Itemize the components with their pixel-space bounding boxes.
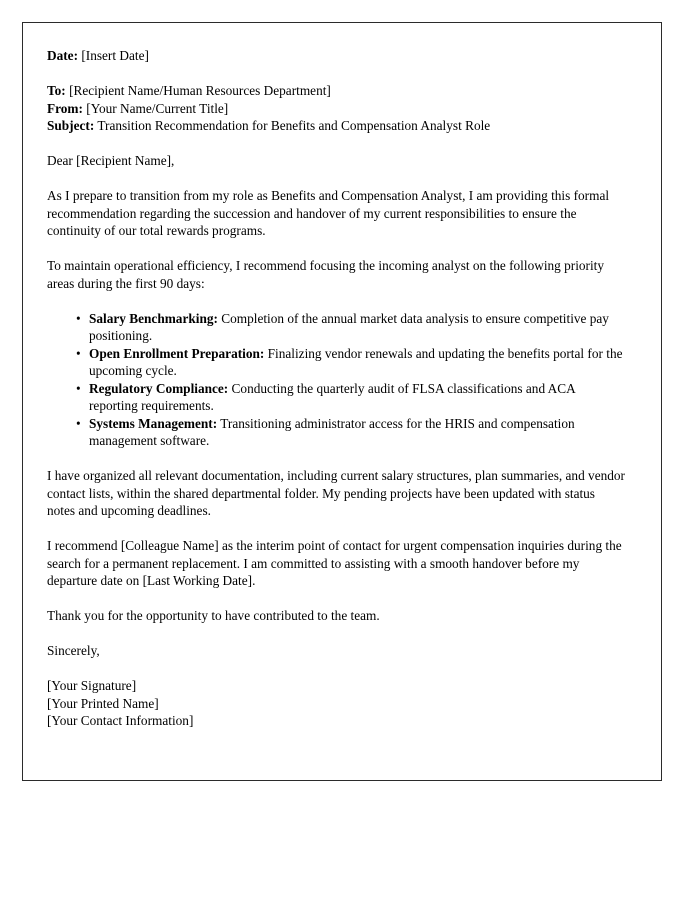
list-item-text: Finalizing vendor renewals and updating the benefits portal for the upcoming cycle. — [89, 345, 626, 378]
signature-placeholder: [Your Signature] — [47, 678, 137, 693]
spacer — [47, 450, 625, 468]
spacer — [47, 240, 625, 258]
to-line — [47, 82, 625, 100]
to-label: To: — [47, 83, 66, 98]
list-item-text: Completion of the annual market data analysis to ensure competitive pay positioning. — [89, 310, 613, 343]
salutation: Dear [Recipient Name], — [47, 153, 175, 168]
sign-off: Sincerely, — [47, 643, 100, 658]
paragraph-intro: As I prepare to transition from my role as Benefits and Compensation Analyst, I am providing this formal recommendation regarding the succession and handover of my current responsibilities to ensure the continuity of our total rewards programs. — [47, 188, 610, 238]
list-item — [89, 415, 625, 450]
letter-body — [23, 23, 661, 730]
subject-label: Subject: — [47, 118, 95, 133]
list-item-text: Transitioning administrator access for the HRIS and compensation management software. — [89, 415, 578, 448]
spacer — [47, 625, 625, 643]
list-item-label: Systems Management: — [89, 415, 218, 431]
list-item-label: Regulatory Compliance: — [89, 380, 229, 396]
spacer — [47, 660, 625, 678]
priority-areas-list — [47, 310, 625, 450]
paragraph-interim-contact: I recommend [Colleague Name] as the interim point of contact for urgent compensation inquiries during the search for a permanent replacement. I am committed to assisting with a smooth handover before my departure date on [Last Working Date]. — [47, 538, 622, 588]
list-item — [89, 345, 625, 380]
signature-block — [47, 677, 625, 730]
subject-line — [47, 117, 625, 135]
from-line — [47, 100, 625, 118]
list-item-label: Open Enrollment Preparation: — [89, 345, 265, 361]
list-item — [89, 310, 625, 345]
contact-information-placeholder: [Your Contact Information] — [47, 713, 194, 728]
date-value: [Insert Date] — [81, 48, 149, 63]
date-label: Date: — [47, 48, 79, 63]
list-item-label: Salary Benchmarking: — [89, 310, 218, 326]
to-value: [Recipient Name/Human Resources Department] — [69, 83, 331, 98]
date-line — [47, 47, 625, 65]
spacer — [47, 135, 625, 153]
printed-name-placeholder: [Your Printed Name] — [47, 695, 159, 711]
subject-value: Transition Recommendation for Benefits and Compensation Analyst Role — [97, 118, 491, 133]
paragraph-priority-intro: To maintain operational efficiency, I recommend focusing the incoming analyst on the following priority areas during the first 90 days: — [47, 258, 605, 291]
spacer — [47, 170, 625, 188]
letter-page — [22, 22, 662, 781]
paragraph-documentation: I have organized all relevant documentation, including current salary structures, plan summaries, and vendor contact lists, within the shared departmental folder. My pending projects have been updated with status notes and upcoming deadlines. — [47, 468, 625, 518]
spacer — [47, 292, 625, 310]
spacer — [47, 590, 625, 608]
paragraph-thanks: Thank you for the opportunity to have contributed to the team. — [47, 608, 380, 623]
from-value: [Your Name/Current Title] — [86, 100, 229, 116]
spacer — [47, 65, 625, 83]
letter-header — [47, 47, 625, 135]
from-label: From: — [47, 100, 83, 116]
list-item — [89, 380, 625, 415]
list-item-text: Conducting the quarterly audit of FLSA classifications and ACA reporting requirements. — [89, 380, 579, 413]
spacer — [47, 520, 625, 538]
